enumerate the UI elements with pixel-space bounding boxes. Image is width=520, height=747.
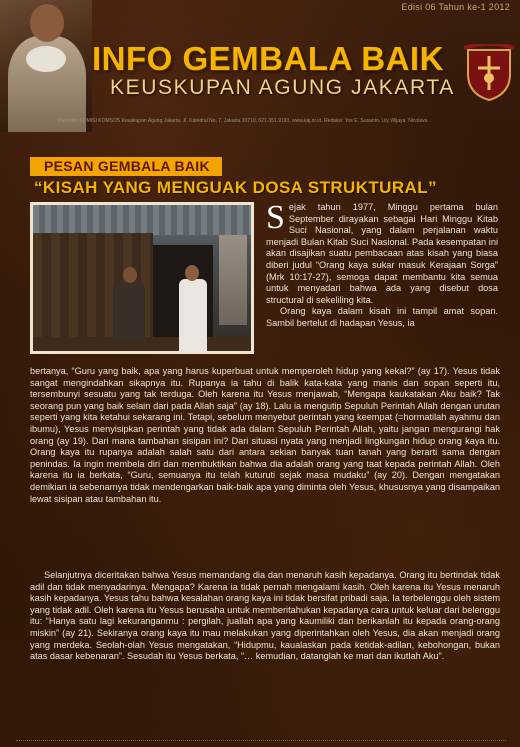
paragraph-3 [30, 570, 500, 663]
photo-hanging-cloth [219, 235, 247, 325]
paragraph-2-continued: bertanya, “Guru yang baik, apa yang harus kuperbuat untuk memperoleh hidup yang kekal?” (ay 17). Yesus tidak sangat mengindahkan sikapnya itu. Rupanya ia tahu di balik kata-kata yang manis dan sopan seperti itu, tersembunyi sesuatu yang tak terduga. Oleh karena itu Yesus menjawab, “Mengapa kaukatakan Aku baik? Tak seorang pun yang baik selain dari pada Allah saja” (ay 18). Lalu ia mengutip Sepuluh Perintah Allah dengan urutan seperti yang kita ketahui sekarang ini. Tetapi, sebelum menyebut perintah yang keempat (=hormatilah ayahmu dan ibumu), Yesus menyisipkan perintah yang tidak ada dalam Sepuluh Perintah Allah, yaitu jangan mengurangi hak orang (ay 19). Dari mana tambahan sisipan ini? Dari situasi nyata yang menjadi lingkungan hidup orang kaya itu. Orang kaya itu rupanya adalah salah satu dari antara sekian banyak tuan tanah yang berarti sama dengan penindas. Ia ingin membela diri dan membuktikan bahwa dia adalah orang yang taat kepada perintah Allah. Oleh karena itu ia berkata, “Guru, semuanya itu telah kuturuti sejak masa mudaku” (ay 20). Dengan mengatakan demikian ia sebenarnya tidak mendengarkan baik-baik apa yang diminta oleh Yesus, khususnya yang disampaikan lewat sisipan atau tambahan itu. [30, 366, 500, 504]
section-rubric: PESAN GEMBALA BAIK [30, 157, 222, 176]
article-photo [30, 202, 254, 354]
photo-standing-man [179, 279, 207, 353]
paragraph-3-text: Selanjutnya diceritakan bahwa Yesus memandang dia dan menaruh kasih kepadanya. Orang itu bertindak tidak adil dan tidak menyadarinya. Mengapa? Karena ia tidak pernah mengalami kasih. Oleh karena itu Yesus menaruh kasih kepadanya. Yesus tahu bahwa kesalahan orang kaya ini tidak bersifat pribadi saja. Ia terbelenggu oleh sistem yang tidak adil. Oleh karena itu Yesus berusaha untuk memberitahukan kepadanya cara untuk keluar dari belenggu itu: “Hanya satu lagi kekuranganmu : pergilah, juallah apa yang kaumiliki dan berikanlah itu kepada orang-orang miskin” (ay 21). Sekiranya orang kaya itu mau melakukan yang diperintahkan oleh Yesus, dia akan menjadi orang yang merdeka. Seolah-olah Yesus mengatakan, “Hidupmu, kaualaskan pada ketidak-adilan, kebohongan, bukan atas dasar kebenaran”. Sesudah itu Yesus berkata, “… kemudian, datanglah ke mari dan ikutlah Aku”. [30, 570, 500, 662]
photo-seated-man-head [123, 267, 137, 283]
issue-label: Edisi 06 Tahun ke-1 2012 [401, 2, 510, 12]
footer-divider [16, 740, 506, 742]
paragraph-2-start: Orang kaya dalam kisah ini tampil amat sopan. Sambil bertelut di hadapan Yesus, ia [266, 306, 498, 328]
drop-cap: S [266, 199, 285, 236]
photo-roof [33, 205, 251, 235]
photo-standing-man-head [185, 265, 199, 281]
article-title: “KISAH YANG MENGUAK DOSA STRUKTURAL” [34, 178, 437, 197]
masthead-subtitle: KEUSKUPAN AGUNG JAKARTA [110, 76, 455, 99]
article-intro-column [266, 199, 498, 330]
photo-seated-man [113, 281, 145, 341]
masthead [0, 0, 520, 132]
paragraph-1: ejak tahun 1977, Minggu pertama bulan September dirayakan sebagai Hari Minggu Kitab Suci Nasional, yang dalam perjalanan waktu menjadi Bulan Kitab Suci Nasional. Pada kesempatan ini akan disajikan suatu pembacaan atas kisah yang biasa diberi judul “Orang kaya sukar masuk Kerajaan Sorga” (Mrk 10:17-27), semoga dapat membantu kita semua untuk menyadari bahwa ada yang disebut dosa structural di sekeliling kita. [266, 202, 498, 305]
archdiocese-crest-icon [462, 44, 516, 102]
good-shepherd-illustration [0, 0, 92, 132]
masthead-title: INFO GEMBALA BAIK [92, 40, 444, 77]
shepherd-head [30, 4, 64, 42]
publisher-line: Penerbit: KOMISI KOMSOS Keuskupan Agung Jakarta, Jl. Katedral No. 7, Jakarta 10710, 021-351.9193, www.kaj.or.id. Redaksi: Yos E. Susanto, Lily Wijaya, Nicolava [58, 118, 428, 124]
lamb-image [26, 46, 66, 72]
